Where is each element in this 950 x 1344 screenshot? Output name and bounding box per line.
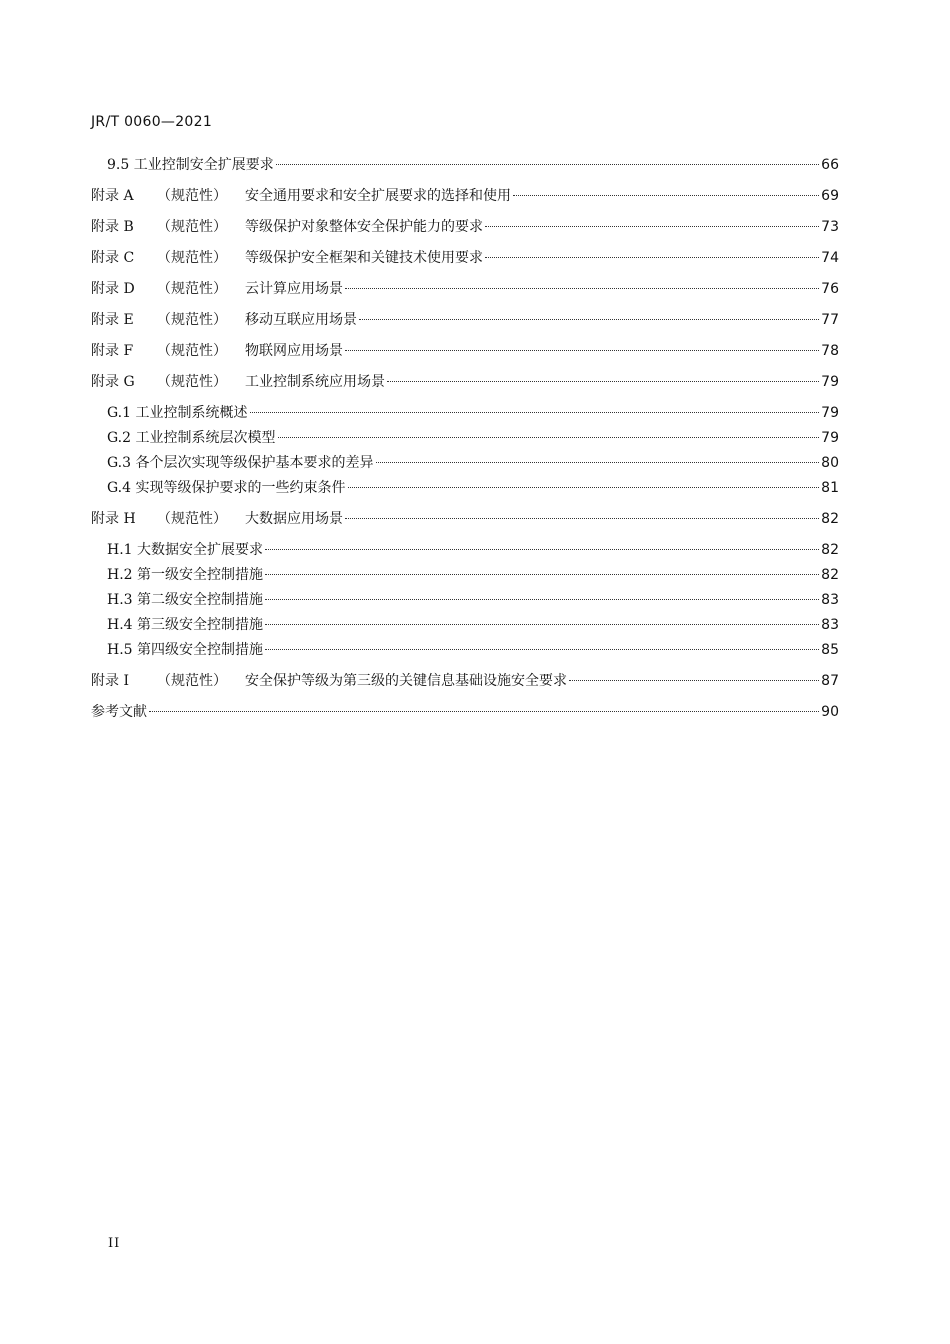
toc-entry-annex-b[interactable] xyxy=(91,217,839,237)
toc-page-number: 66 xyxy=(821,157,839,173)
document-code: JR/T 0060—2021 xyxy=(91,114,213,130)
toc-entry-annex-i[interactable] xyxy=(91,671,839,691)
toc-entry-label: G.3 各个层次实现等级保护基本要求的差异 xyxy=(107,455,374,471)
toc-entry-h-2[interactable] xyxy=(107,565,839,585)
dot-leader xyxy=(345,518,819,519)
toc-entry-annex-e[interactable] xyxy=(91,310,839,330)
dot-leader xyxy=(265,574,819,575)
toc-entry-annex-f[interactable] xyxy=(91,341,839,361)
toc-page-number: 69 xyxy=(821,188,839,204)
dot-leader xyxy=(265,624,819,625)
toc-page-number: 85 xyxy=(821,642,839,658)
toc-page-number: 81 xyxy=(821,480,839,496)
toc-page-number: 76 xyxy=(821,281,839,297)
dot-leader xyxy=(513,195,819,196)
toc-entry-label: 附录 I （规范性） 安全保护等级为第三级的关键信息基础设施安全要求 xyxy=(91,673,567,689)
toc-page-number: 73 xyxy=(821,219,839,235)
toc-page-number: 82 xyxy=(821,567,839,583)
toc-page-number: 79 xyxy=(821,405,839,421)
toc-entry-label: 附录 A （规范性） 安全通用要求和安全扩展要求的选择和使用 xyxy=(91,188,511,204)
toc-entry-h-3[interactable] xyxy=(107,590,839,610)
toc-entry-annex-d[interactable] xyxy=(91,279,839,299)
toc-entry-label: G.1 工业控制系统概述 xyxy=(107,405,248,421)
dot-leader xyxy=(569,680,819,681)
toc-entry-h-5[interactable] xyxy=(107,640,839,660)
toc-page-number: 80 xyxy=(821,455,839,471)
toc-page-number: 90 xyxy=(821,704,839,720)
toc-entry-g-4[interactable] xyxy=(107,478,839,498)
dot-leader xyxy=(376,462,820,463)
toc-page-number: 83 xyxy=(821,617,839,633)
toc-page-number: 82 xyxy=(821,511,839,527)
toc-entry-label: 参考文献 xyxy=(91,704,147,720)
dot-leader xyxy=(278,437,820,438)
toc-page-number: 78 xyxy=(821,343,839,359)
toc-entry-label: 附录 B （规范性） 等级保护对象整体安全保护能力的要求 xyxy=(91,219,483,235)
toc-entry-annex-g[interactable] xyxy=(91,372,839,392)
dot-leader xyxy=(485,226,819,227)
toc-entry-g-1[interactable] xyxy=(107,403,839,423)
toc-entry-h-1[interactable] xyxy=(107,540,839,560)
toc-entry-g-2[interactable] xyxy=(107,428,839,448)
toc-entry-annex-a[interactable] xyxy=(91,186,839,206)
dot-leader xyxy=(149,711,819,712)
toc-entry-label: 附录 C （规范性） 等级保护安全框架和关键技术使用要求 xyxy=(91,250,483,266)
toc-entry-bibliography[interactable] xyxy=(91,702,839,722)
toc-page-number: 74 xyxy=(821,250,839,266)
dot-leader xyxy=(485,257,819,258)
dot-leader xyxy=(348,487,820,488)
dot-leader xyxy=(345,288,819,289)
toc-page-number: 79 xyxy=(821,430,839,446)
toc-entry-annex-h[interactable] xyxy=(91,509,839,529)
page-number-footer: II xyxy=(108,1236,121,1251)
toc-entry-annex-c[interactable] xyxy=(91,248,839,268)
toc-entry-label: 附录 G （规范性） 工业控制系统应用场景 xyxy=(91,374,385,390)
toc-page-number: 82 xyxy=(821,542,839,558)
dot-leader xyxy=(276,164,819,165)
toc-entry-label: 9.5 工业控制安全扩展要求 xyxy=(107,157,274,173)
dot-leader xyxy=(265,649,819,650)
dot-leader xyxy=(345,350,819,351)
toc-entry-label: H.2 第一级安全控制措施 xyxy=(107,567,264,583)
dot-leader xyxy=(265,599,819,600)
toc-entry-label: H.5 第四级安全控制措施 xyxy=(107,642,264,658)
toc-entry-label: H.1 大数据安全扩展要求 xyxy=(107,542,264,558)
toc-page-number: 83 xyxy=(821,592,839,608)
dot-leader xyxy=(359,319,819,320)
toc-entry-label: 附录 F （规范性） 物联网应用场景 xyxy=(91,343,343,359)
toc-entry-label: H.3 第二级安全控制措施 xyxy=(107,592,264,608)
toc-entry-9-5[interactable] xyxy=(107,155,839,175)
dot-leader xyxy=(387,381,819,382)
toc-entry-h-4[interactable] xyxy=(107,615,839,635)
dot-leader xyxy=(250,412,820,413)
toc-page-number: 79 xyxy=(821,374,839,390)
toc-entry-label: G.2 工业控制系统层次模型 xyxy=(107,430,276,446)
toc-entry-label: 附录 E （规范性） 移动互联应用场景 xyxy=(91,312,357,328)
toc-page-number: 87 xyxy=(821,673,839,689)
toc-entry-g-3[interactable] xyxy=(107,453,839,473)
dot-leader xyxy=(265,549,819,550)
toc-entry-label: 附录 D （规范性） 云计算应用场景 xyxy=(91,281,343,297)
toc-entry-label: H.4 第三级安全控制措施 xyxy=(107,617,264,633)
toc-entry-label: 附录 H （规范性） 大数据应用场景 xyxy=(91,511,343,527)
toc-entry-label: G.4 实现等级保护要求的一些约束条件 xyxy=(107,480,346,496)
toc-page-number: 77 xyxy=(821,312,839,328)
